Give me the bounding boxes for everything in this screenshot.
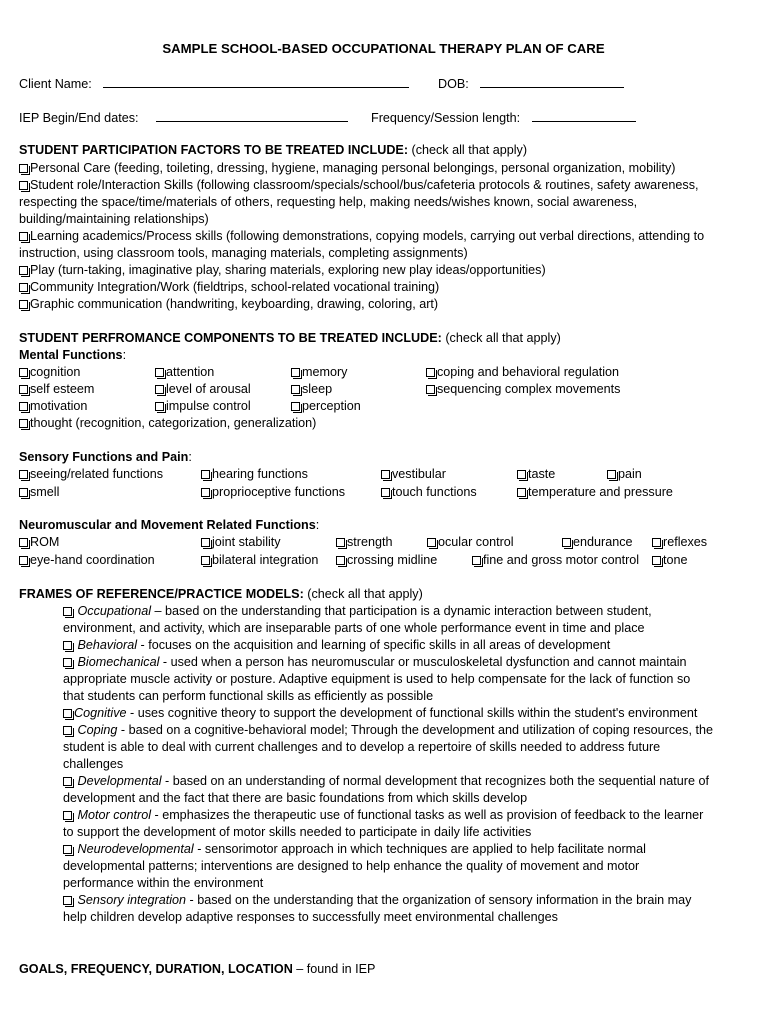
frames-heading: FRAMES OF REFERENCE/PRACTICE MODELS: (check all that apply) (19, 587, 423, 601)
check-endurance[interactable]: endurance (562, 535, 633, 549)
check-cognition[interactable]: cognition (19, 365, 80, 379)
check-memory[interactable]: memory (291, 365, 347, 379)
checkbox[interactable] (201, 556, 210, 565)
checkbox[interactable] (155, 368, 164, 377)
checkbox[interactable] (427, 538, 436, 547)
checkbox[interactable] (291, 385, 300, 394)
checkbox[interactable] (201, 470, 210, 479)
check-fine-gross[interactable]: fine and gross motor control (472, 553, 639, 567)
check-self-esteem[interactable]: self esteem (19, 382, 94, 396)
frame-item[interactable]: Sensory integration - based on the understanding that the organization of sensory information in the brain may help children develop adaptive responses to successfully meet environmental challenges (63, 893, 692, 924)
checkbox[interactable] (517, 488, 526, 497)
frame-item[interactable]: Occupational – based on the understanding that participation is a dynamic interaction between student, environment, and activity, which are inseparable parts of one whole performance event in time and place (63, 604, 652, 635)
participation-item[interactable]: Graphic communication (handwriting, keyboarding, drawing, coloring, art) (19, 296, 719, 313)
checkbox[interactable] (19, 368, 28, 377)
frame-item[interactable]: Neurodevelopmental - sensorimotor approach in which techniques are applied to help facilitate normal developmental patterns; interventions are designed to help enhance the quality of movement and motor performance within the environment (63, 842, 646, 890)
iep-dates-label: IEP Begin/End dates: (19, 111, 139, 125)
check-sequencing[interactable]: sequencing complex movements (426, 382, 620, 396)
check-midline[interactable]: crossing midline (336, 553, 437, 567)
neuromuscular-label: Neuromuscular and Movement Related Functions: (19, 518, 320, 532)
check-taste[interactable]: taste (517, 467, 555, 481)
checkbox[interactable] (517, 470, 526, 479)
checkbox[interactable] (63, 607, 72, 616)
check-reflexes[interactable]: reflexes (652, 535, 707, 549)
participation-item[interactable]: Student role/Interaction Skills (following classroom/specials/school/bus/cafeteria protocols & routines, safety awareness, respecting the space/time/materials of others, requesting help, making needs/wishes known, social awareness, building/maintaining relationships) (19, 178, 699, 226)
checkbox[interactable] (381, 470, 390, 479)
checkbox[interactable] (63, 777, 72, 786)
checkbox[interactable] (19, 181, 28, 190)
check-arousal[interactable]: level of arousal (155, 382, 251, 396)
checkbox[interactable] (652, 538, 661, 547)
checkbox[interactable] (63, 709, 72, 718)
check-tone[interactable]: tone (652, 553, 688, 567)
frames-list (63, 603, 713, 926)
participation-item[interactable]: Play (turn-taking, imaginative play, sharing materials, exploring new play ideas/opportunities) (19, 262, 719, 279)
checkbox[interactable] (63, 641, 72, 650)
sensory-functions-label: Sensory Functions and Pain: (19, 450, 192, 464)
check-coping[interactable]: coping and behavioral regulation (426, 365, 619, 379)
client-name-field[interactable] (19, 75, 409, 91)
frame-item[interactable]: Coping - based on a cognitive-behavioral model; Through the development and utilization of coping resources, the student is able to deal with current challenges and to develop a repertoire of skills needed to address future challenges (63, 723, 713, 771)
dob-label: DOB: (438, 77, 469, 91)
check-attention[interactable]: attention (155, 365, 214, 379)
checkbox[interactable] (19, 266, 28, 275)
checkbox[interactable] (155, 385, 164, 394)
checkbox[interactable] (19, 402, 28, 411)
checkbox[interactable] (562, 538, 571, 547)
participation-item[interactable]: Learning academics/Process skills (following demonstrations, copying models, carrying out verbal directions, attending to instruction, using classroom tools, managing materials, completing assignments) (19, 229, 705, 260)
checkbox[interactable] (19, 232, 28, 241)
check-thought[interactable]: thought (recognition, categorization, generalization) (19, 416, 316, 430)
check-joint-stability[interactable]: joint stability (201, 535, 281, 549)
checkbox[interactable] (19, 419, 28, 428)
frame-item[interactable]: Cognitive - uses cognitive theory to support the development of functional skills within the student's environment (63, 705, 713, 722)
frame-item[interactable]: Behavioral - focuses on the acquisition and learning of specific skills in all areas of development (63, 637, 713, 654)
client-name-line[interactable] (103, 75, 409, 88)
checkbox[interactable] (607, 470, 616, 479)
dob-field[interactable] (438, 75, 624, 91)
checkbox[interactable] (19, 538, 28, 547)
check-bilateral[interactable]: bilateral integration (201, 553, 318, 567)
check-seeing[interactable]: seeing/related functions (19, 467, 163, 481)
checkbox[interactable] (426, 368, 435, 377)
checkbox[interactable] (336, 556, 345, 565)
check-hearing[interactable]: hearing functions (201, 467, 308, 481)
checkbox[interactable] (19, 283, 28, 292)
checkbox[interactable] (155, 402, 164, 411)
participation-item[interactable]: Community Integration/Work (fieldtrips, school-related vocational training) (19, 279, 719, 296)
frame-item[interactable]: Motor control - emphasizes the therapeutic use of functional tasks as well as provision of feedback to the learner to support the development of motor skills needed to participate in daily life activities (63, 808, 704, 839)
goals-line: GOALS, FREQUENCY, DURATION, LOCATION – found in IEP (19, 962, 376, 976)
checkbox[interactable] (426, 385, 435, 394)
checkbox[interactable] (19, 385, 28, 394)
check-vestibular[interactable]: vestibular (381, 467, 446, 481)
frequency-line[interactable] (532, 109, 636, 122)
checkbox[interactable] (19, 470, 28, 479)
participation-item[interactable]: Personal Care (feeding, toileting, dressing, hygiene, managing personal belongings, personal organization, mobility) (19, 160, 719, 177)
check-motivation[interactable]: motivation (19, 399, 87, 413)
checkbox[interactable] (291, 402, 300, 411)
participation-list (19, 160, 719, 313)
iep-dates-field[interactable] (19, 109, 348, 125)
mental-functions-label: Mental Functions: (19, 348, 127, 362)
checkbox[interactable] (63, 726, 72, 735)
checkbox[interactable] (19, 488, 28, 497)
checkbox[interactable] (381, 488, 390, 497)
check-rom[interactable]: ROM (19, 535, 59, 549)
check-sleep[interactable]: sleep (291, 382, 332, 396)
checkbox[interactable] (201, 488, 210, 497)
participation-heading: STUDENT PARTICIPATION FACTORS TO BE TREATED INCLUDE: (check all that apply) (19, 143, 528, 157)
checkbox[interactable] (291, 368, 300, 377)
checkbox[interactable] (19, 300, 28, 309)
checkbox[interactable] (19, 164, 28, 173)
checkbox[interactable] (472, 556, 481, 565)
client-name-label: Client Name: (19, 77, 92, 91)
frequency-field[interactable] (371, 109, 636, 125)
frame-item[interactable]: Developmental - based on an understanding of normal development that recognizes both the sequential nature of development and the fact that there are basic foundations from which skills develop (63, 774, 710, 805)
page-title: SAMPLE SCHOOL-BASED OCCUPATIONAL THERAPY PLAN OF CARE (162, 41, 605, 56)
check-eye-hand[interactable]: eye-hand coordination (19, 553, 155, 567)
checkbox[interactable] (63, 845, 72, 854)
check-strength[interactable]: strength (336, 535, 393, 549)
checkbox[interactable] (63, 811, 72, 820)
check-perception[interactable]: perception (291, 399, 361, 413)
performance-heading: STUDENT PERFROMANCE COMPONENTS TO BE TREATED INCLUDE: (check all that apply) (19, 331, 561, 345)
check-touch[interactable]: touch functions (381, 485, 477, 499)
checkbox[interactable] (63, 896, 72, 905)
check-ocular[interactable]: ocular control (427, 535, 514, 549)
check-pain[interactable]: pain (607, 467, 642, 481)
frame-item[interactable]: Biomechanical - used when a person has neuromuscular or musculoskeletal dysfunction and cannot maintain appropriate muscle activity or posture. Adaptive equipment is used to help compensate for the lack of function so that students can perform functional skills as efficiently as possible (63, 655, 691, 703)
checkbox[interactable] (652, 556, 661, 565)
iep-dates-line[interactable] (156, 109, 348, 122)
frequency-label: Frequency/Session length: (371, 111, 521, 125)
checkbox[interactable] (19, 556, 28, 565)
check-proprioceptive[interactable]: proprioceptive functions (201, 485, 345, 499)
check-smell[interactable]: smell (19, 485, 59, 499)
check-impulse[interactable]: impulse control (155, 399, 251, 413)
checkbox[interactable] (201, 538, 210, 547)
dob-line[interactable] (480, 75, 624, 88)
checkbox[interactable] (336, 538, 345, 547)
checkbox[interactable] (63, 658, 72, 667)
check-temperature[interactable]: temperature and pressure (517, 485, 673, 499)
